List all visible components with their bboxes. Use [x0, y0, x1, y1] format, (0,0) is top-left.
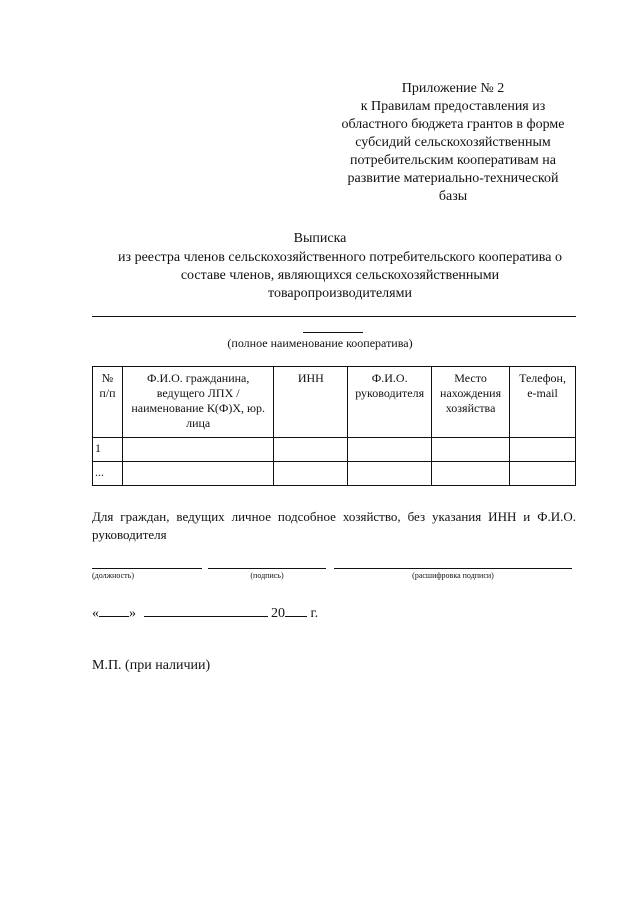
year-blank	[285, 602, 307, 617]
header-text: e-mail	[527, 386, 558, 400]
subtitle-line: из реестра членов сельскохозяйственного потребительского кооператива о	[118, 250, 562, 265]
date-row	[92, 602, 318, 623]
table-cell	[122, 438, 274, 462]
subtitle-line: товаропроизводителями	[268, 286, 412, 301]
document-title: Выписка	[293, 231, 347, 246]
date-open-quote: «	[92, 606, 99, 621]
year-prefix: 20	[271, 606, 285, 621]
appendix-line: Приложение № 2	[401, 81, 505, 96]
header-text: Телефон,	[519, 371, 566, 385]
table-cell	[122, 462, 274, 486]
signature-caption: (подпись)	[250, 571, 284, 580]
appendix-line: областного бюджета грантов в форме	[341, 117, 565, 132]
table-cell	[432, 462, 510, 486]
table-cell: ...	[93, 462, 123, 486]
header-fio	[122, 367, 274, 438]
appendix-line: к Правилам предоставления из	[360, 99, 546, 114]
stamp-place: М.П. (при наличии)	[92, 658, 211, 673]
header-inn	[274, 367, 348, 438]
table-row	[93, 438, 576, 462]
decoding-line	[334, 568, 572, 569]
header-text: лица	[186, 416, 211, 430]
header-number	[93, 367, 123, 438]
date-close-quote: »	[129, 606, 136, 621]
header-text: нахождения	[440, 386, 502, 400]
header-text: хозяйства	[445, 401, 496, 415]
header-text: п/п	[99, 386, 116, 400]
coop-name-line	[92, 316, 576, 317]
header-text: наименование К(Ф)Х, юр.	[131, 401, 265, 415]
table-cell	[348, 462, 432, 486]
header-director	[348, 367, 432, 438]
header-text: Место	[454, 371, 487, 385]
members-table	[92, 366, 576, 486]
table-note: Для граждан, ведущих личное подсобное хозяйство, без указания ИНН и Ф.И.О. руководителя	[92, 509, 576, 542]
month-blank	[144, 602, 268, 617]
table-cell	[510, 462, 576, 486]
header-text: ИНН	[297, 371, 324, 385]
table-cell	[274, 438, 348, 462]
document-subtitle	[80, 249, 600, 303]
header-text: ведущего ЛПХ /	[156, 386, 240, 400]
header-text: руководителя	[355, 386, 425, 400]
signature-line	[208, 568, 326, 569]
position-line	[92, 568, 202, 569]
header-text: Ф.И.О.	[371, 371, 408, 385]
appendix-header	[318, 80, 588, 206]
table-cell	[274, 462, 348, 486]
appendix-line: субсидий сельскохозяйственным	[355, 135, 551, 150]
header-contacts	[510, 367, 576, 438]
appendix-line: потребительским кооперативам на	[350, 153, 556, 168]
table-cell	[348, 438, 432, 462]
table-cell	[510, 438, 576, 462]
appendix-line: базы	[438, 189, 468, 204]
table-row	[93, 462, 576, 486]
year-suffix: г.	[310, 606, 319, 621]
coop-name-caption: (полное наименование кооператива)	[227, 336, 413, 350]
header-text: №	[101, 371, 114, 385]
table-header-row	[93, 367, 576, 438]
table-cell	[432, 438, 510, 462]
header-text: Ф.И.О. гражданина,	[146, 371, 250, 385]
subtitle-line: составе членов, являющихся сельскохозяйственными	[180, 268, 500, 283]
coop-name-divider	[303, 332, 363, 333]
day-blank	[99, 602, 129, 617]
appendix-line: развитие материально-технической	[347, 171, 559, 186]
header-location	[432, 367, 510, 438]
position-caption: (должность)	[92, 571, 134, 580]
table-cell: 1	[93, 438, 123, 462]
decoding-caption: (расшифровка подписи)	[412, 571, 494, 580]
